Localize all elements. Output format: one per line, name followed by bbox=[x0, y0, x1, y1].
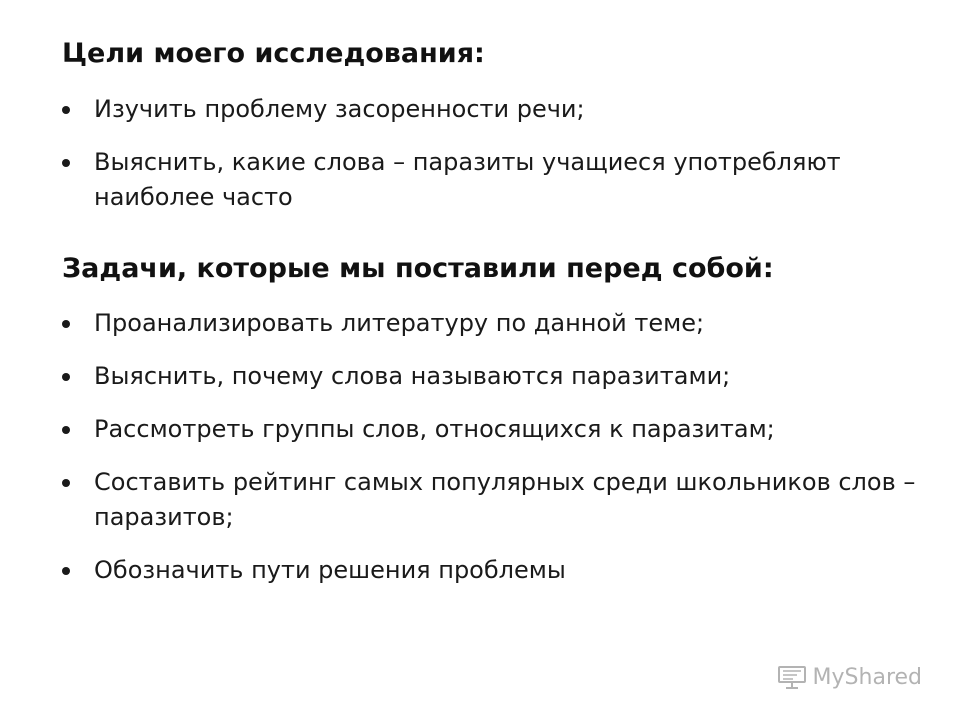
goals-list-item bbox=[62, 92, 922, 127]
tasks-item-text: Выяснить, почему слова называются паразитами; bbox=[94, 362, 731, 390]
presentation-board-icon bbox=[777, 664, 807, 690]
tasks-item-text: Проанализировать литературу по данной теме; bbox=[94, 309, 705, 337]
goals-item-text: Изучить проблему засоренности речи; bbox=[94, 95, 585, 123]
tasks-list-item bbox=[62, 465, 922, 535]
tasks-list-item bbox=[62, 306, 922, 341]
bullet-icon bbox=[62, 159, 70, 167]
tasks-item-text: Составить рейтинг самых популярных среди школьников слов – паразитов; bbox=[94, 468, 916, 531]
tasks-list-item bbox=[62, 359, 922, 394]
bullet-icon bbox=[62, 373, 70, 381]
tasks-list bbox=[62, 306, 922, 606]
tasks-list-item bbox=[62, 553, 922, 588]
bullet-icon bbox=[62, 567, 70, 575]
goals-list bbox=[62, 92, 922, 233]
tasks-list-item bbox=[62, 412, 922, 447]
tasks-heading: Задачи, которые мы поставили перед собой: bbox=[62, 253, 774, 284]
watermark-text: MyShared bbox=[812, 664, 922, 690]
bullet-icon bbox=[62, 426, 70, 434]
bullet-icon bbox=[62, 479, 70, 487]
goals-list-item bbox=[62, 145, 922, 215]
bullet-icon bbox=[62, 106, 70, 114]
watermark bbox=[777, 664, 922, 690]
tasks-item-text: Рассмотреть группы слов, относящихся к паразитам; bbox=[94, 415, 775, 443]
goals-heading: Цели моего исследования: bbox=[62, 38, 485, 69]
bullet-icon bbox=[62, 320, 70, 328]
goals-item-text: Выяснить, какие слова – паразиты учащиеся употребляют наиболее часто bbox=[94, 148, 841, 211]
tasks-item-text: Обозначить пути решения проблемы bbox=[94, 556, 566, 584]
